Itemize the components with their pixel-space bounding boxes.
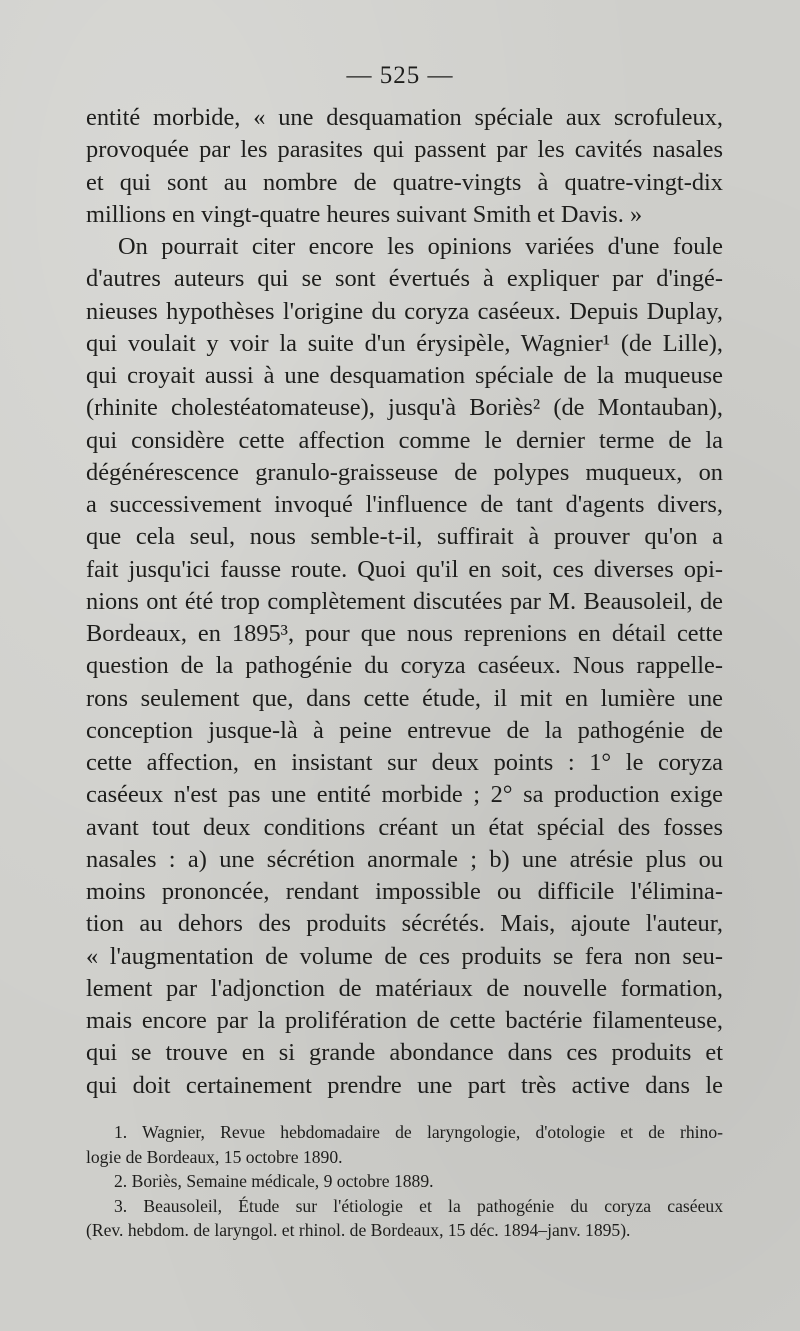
- text-line: a successivement invoqué l'influence de tant d'agents divers,: [86, 491, 723, 518]
- text-line: On pourrait citer encore les opinions variées d'une foule: [118, 233, 723, 260]
- text-line: Bordeaux, en 1895³, pour que nous reprenions en détail cette: [86, 620, 723, 647]
- text-line: nions ont été trop complètement discutées par M. Beausoleil, de: [86, 587, 723, 615]
- text-line: « l'augmentation de volume de ces produits se fera non seu-: [86, 942, 723, 970]
- text-line: cette affection, en insistant sur deux points : 1° le coryza: [86, 749, 723, 776]
- text-line: qui voulait y voir la suite d'un érysipèle, Wagnier¹ (de Lille),: [86, 329, 723, 357]
- footnote-line: (Rev. hebdom. de laryngol. et rhinol. de Bordeaux, 15 déc. 1894–janv. 1895).: [86, 1220, 631, 1240]
- text-line: nasales : a) une sécrétion anormale ; b) une atrésie plus ou: [86, 845, 723, 873]
- text-line: moins prononcée, rendant impossible ou difficile l'élimina-: [86, 878, 723, 905]
- text-line: que cela seul, nous semble-t-il, suffirait à prouver qu'on a: [86, 523, 723, 551]
- text-line: d'autres auteurs qui se sont évertués à expliquer par d'ingé-: [86, 265, 723, 293]
- footnotes: [86, 1120, 723, 1243]
- text-line: qui considère cette affection comme le dernier terme de la: [86, 426, 723, 454]
- footnote-line: 3. Beausoleil, Étude sur l'étiologie et la pathogénie du coryza caséeux: [114, 1195, 723, 1216]
- text-line: entité morbide, « une desquamation spéciale aux scrofuleux,: [86, 104, 723, 131]
- text-line: conception jusque-là à peine entrevue de la pathogénie de: [86, 716, 723, 744]
- page-number: — 525 —: [346, 62, 454, 89]
- text-line: rons seulement que, dans cette étude, il mit en lumière une: [86, 684, 723, 712]
- text-line: nieuses hypothèses l'origine du coryza caséeux. Depuis Duplay,: [86, 297, 723, 325]
- text-line: lement par l'adjonction de matériaux de nouvelle formation,: [86, 974, 723, 1002]
- footnote-line: 2. Boriès, Semaine médicale, 9 octobre 1889.: [114, 1171, 434, 1191]
- body-text: [86, 102, 723, 1102]
- footnote-line: logie de Bordeaux, 15 octobre 1890.: [86, 1146, 343, 1167]
- footnote-line: 1. Wagnier, Revue hebdomadaire de laryngologie, d'otologie et de rhino-: [114, 1122, 723, 1142]
- text-line: millions en vingt-quatre heures suivant Smith et Davis. »: [86, 200, 643, 228]
- text-line: qui doit certainement prendre une part très active dans le: [86, 1071, 723, 1099]
- text-line: dégénérescence granulo-graisseuse de polypes muqueux, on: [86, 458, 723, 486]
- text-line: caséeux n'est pas une entité morbide ; 2° sa production exige: [86, 781, 723, 809]
- text-line: mais encore par la prolifération de cette bactérie filamenteuse,: [86, 1007, 723, 1034]
- text-line: (rhinite cholestéatomateuse), jusqu'à Boriès² (de Montauban),: [86, 394, 723, 422]
- text-line: et qui sont au nombre de quatre-vingts à quatre-vingt-dix: [86, 168, 723, 196]
- text-line: qui se trouve en si grande abondance dans ces produits et: [86, 1039, 723, 1067]
- text-line: qui croyait aussi à une desquamation spéciale de la muqueuse: [86, 362, 723, 389]
- text-line: provoquée par les parasites qui passent par les cavités nasales: [86, 136, 723, 164]
- text-line: question de la pathogénie du coryza caséeux. Nous rappelle-: [86, 652, 723, 680]
- text-line: tion au dehors des produits sécrétés. Mais, ajoute l'auteur,: [86, 910, 723, 938]
- text-line: avant tout deux conditions créant un état spécial des fosses: [86, 813, 723, 841]
- text-line: fait jusqu'ici fausse route. Quoi qu'il en soit, ces diverses opi-: [86, 555, 723, 583]
